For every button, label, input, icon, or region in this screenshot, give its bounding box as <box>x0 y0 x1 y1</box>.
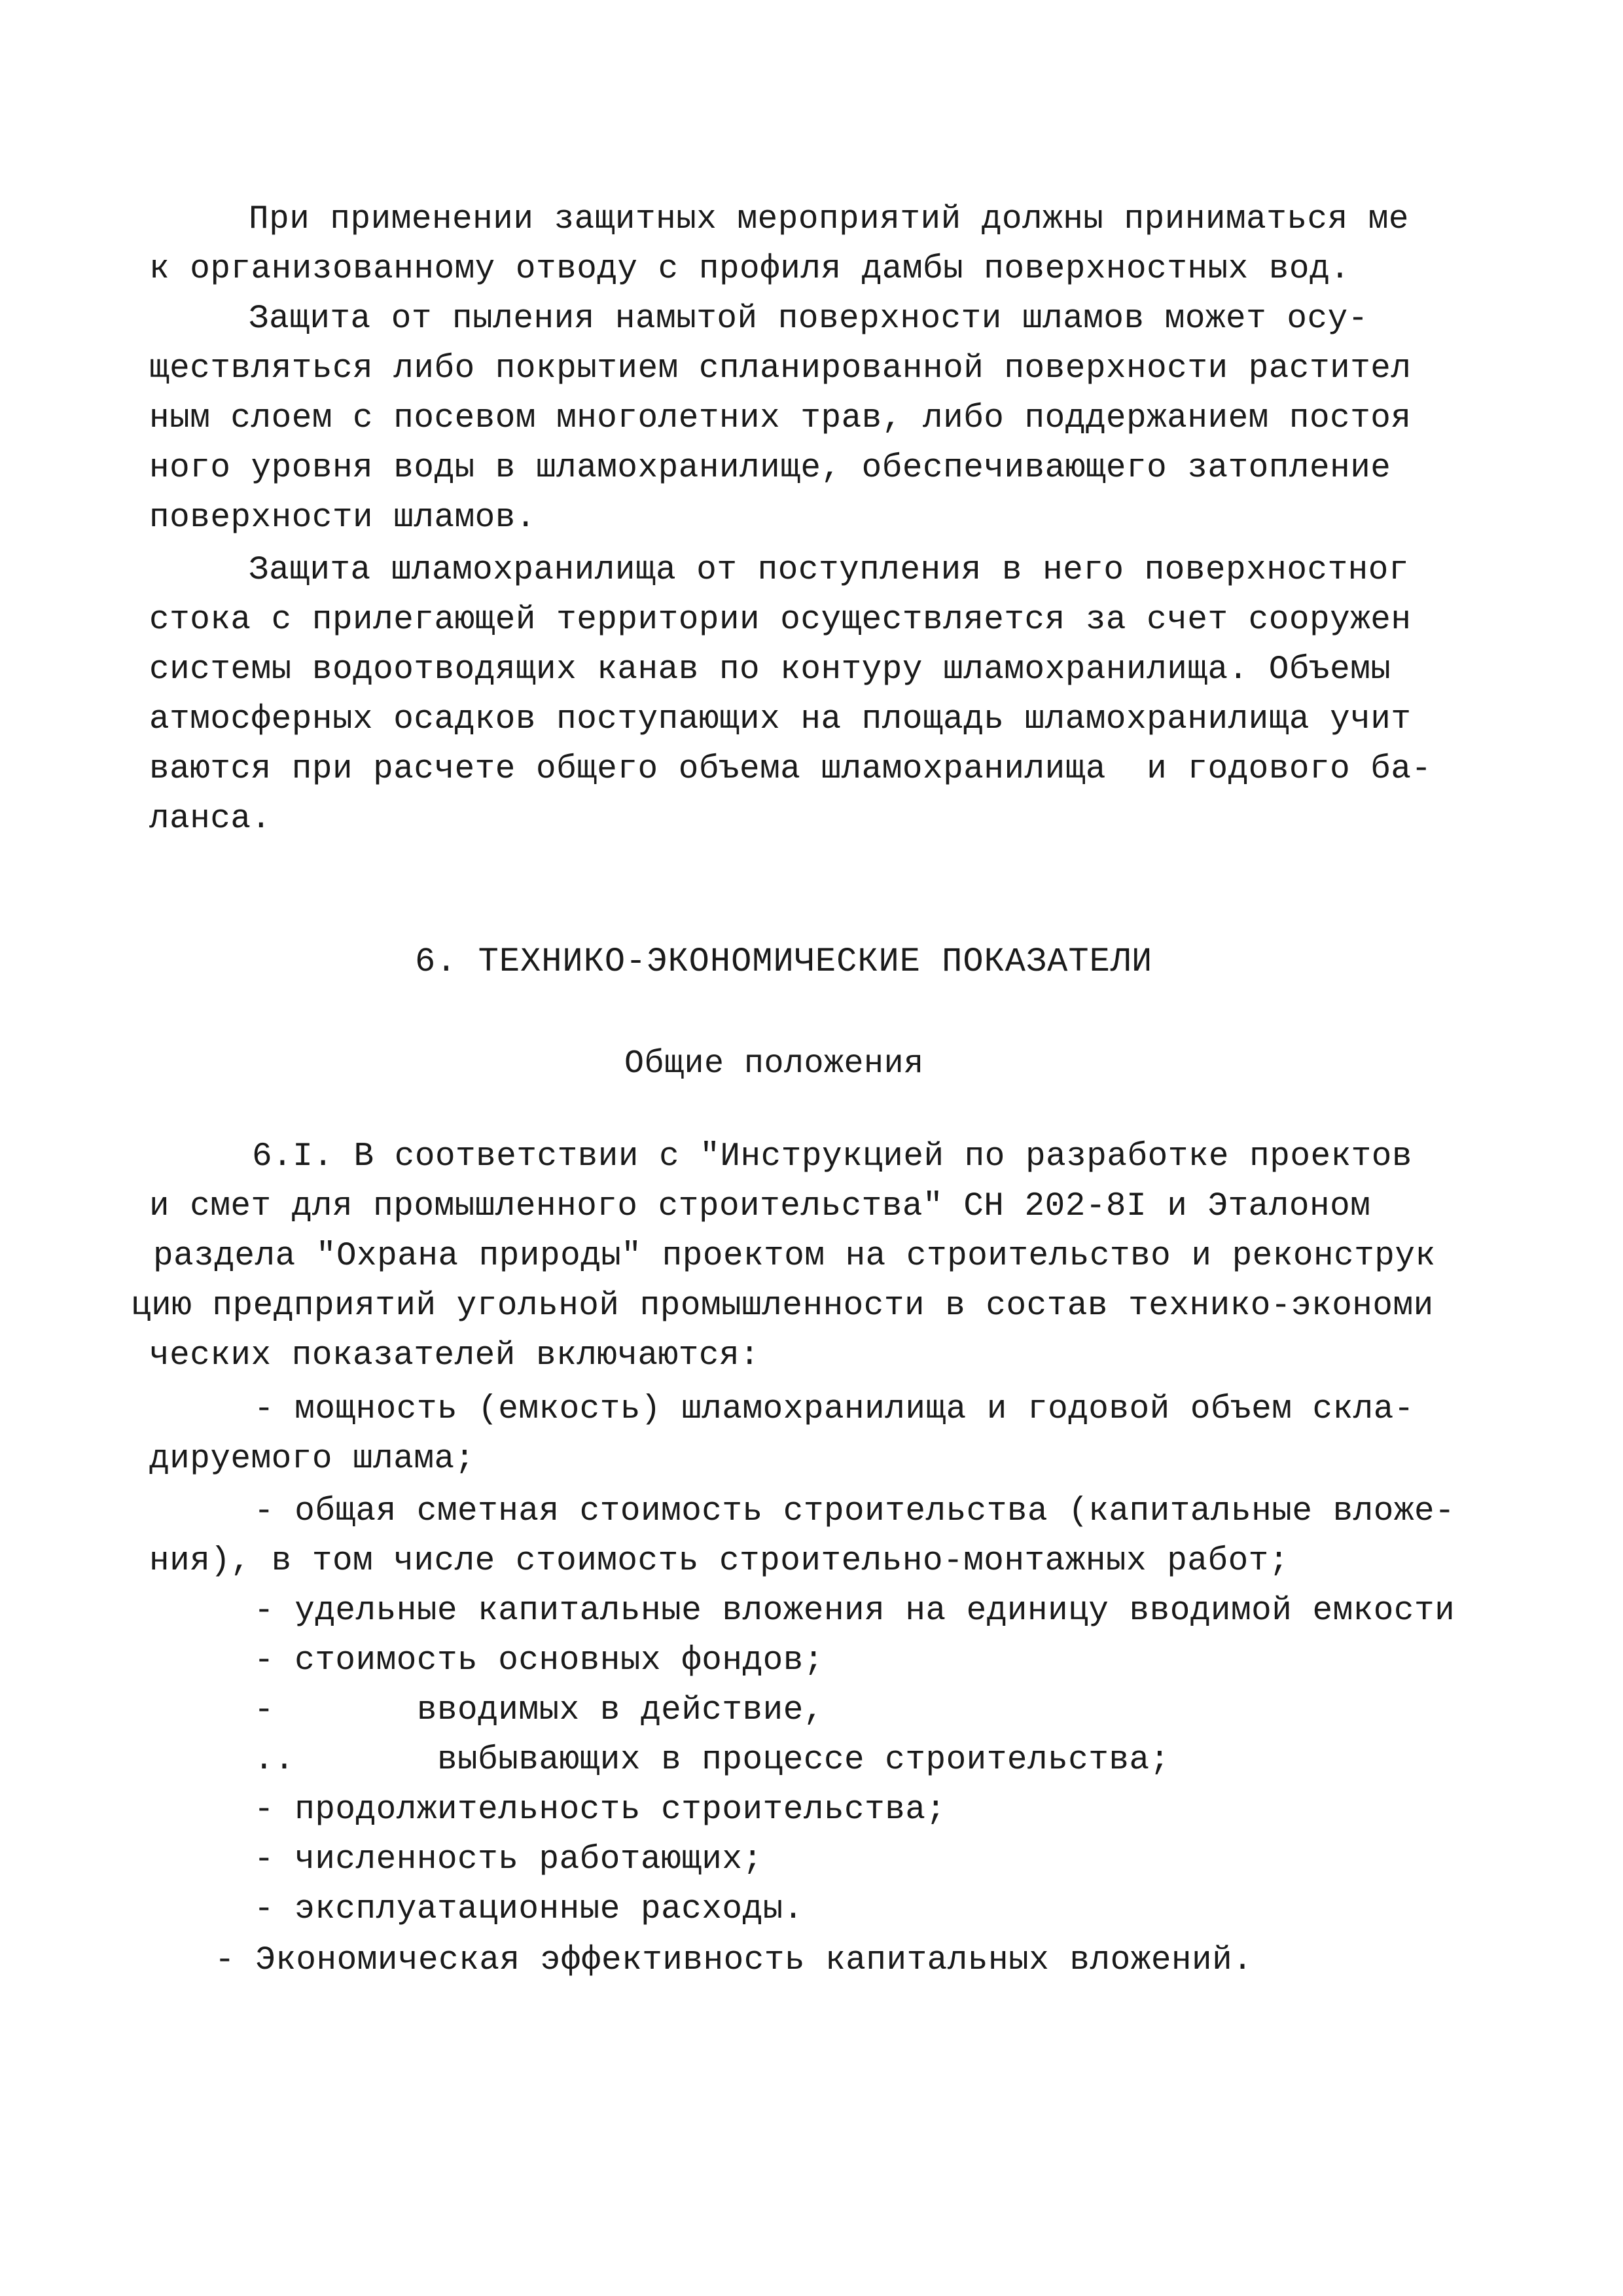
list-item: .. выбывающих в процессе строительства; <box>254 1742 1170 1779</box>
list-item: - вводимых в действие, <box>254 1692 824 1729</box>
paragraph-line: ланса. <box>149 800 272 838</box>
intro-line: 6.I. В соответствии с "Инструкцией по разработке проектов <box>252 1138 1412 1175</box>
list-item: - удельные капитальные вложения на единицу вводимой емкости <box>254 1592 1455 1630</box>
intro-line: раздела "Охрана природы" проектом на строительство и реконструк <box>153 1238 1436 1275</box>
list-item: дируемого шлама; <box>149 1441 475 1478</box>
list-item: - продолжительность строительства; <box>254 1791 946 1829</box>
list-item: ния), в том числе стоимость строительно-монтажных работ; <box>149 1543 1289 1580</box>
section-heading: 6. ТЕХНИКО-ЭКОНОМИЧЕСКИЕ ПОКАЗАТЕЛИ <box>415 942 1153 981</box>
paragraph-line: ного уровня воды в шламохранилище, обеспечивающего затопление <box>149 450 1391 487</box>
paragraph-line: Защита шламохранилища от поступления в него поверхностног <box>249 552 1409 589</box>
intro-line: цию предприятий угольной промышленности в состав технико-экономи <box>131 1287 1434 1325</box>
paragraph-line: системы водоотводящих канав по контуру шламохранилища. Объемы <box>149 651 1391 689</box>
list-item: - численность работающих; <box>254 1841 763 1878</box>
paragraph-line: Защита от пыления намытой поверхности шламов может осу- <box>249 300 1368 338</box>
list-item: - мощность (емкость) шламохранилища и годовой объем скла- <box>254 1391 1414 1428</box>
paragraph-line: При применении защитных мероприятий должны приниматься ме <box>249 201 1409 238</box>
paragraph-line: поверхности шламов. <box>149 499 536 537</box>
paragraph-line: ным слоем с посевом многолетних трав, либо поддержанием постоя <box>149 400 1412 437</box>
paragraph-line: ществляться либо покрытием спланированной поверхности растител <box>149 350 1412 387</box>
paragraph-line: стока с прилегающей территории осуществляется за счет сооружен <box>149 601 1412 639</box>
list-item: - эксплуатационные расходы. <box>254 1891 804 1928</box>
paragraph-line: атмосферных осадков поступающих на площадь шламохранилища учит <box>149 701 1412 738</box>
list-item: - Экономическая эффективность капитальных вложений. <box>215 1942 1253 1979</box>
list-item: - общая сметная стоимость строительства (капитальные вложе- <box>254 1493 1455 1530</box>
paragraph-line: ваются при расчете общего объема шламохранилища и годового ба- <box>149 751 1432 788</box>
paragraph-line: к организованному отводу с профиля дамбы поверхностных вод. <box>149 251 1351 288</box>
list-item: - стоимость основных фондов; <box>254 1642 824 1679</box>
section-subheading: Общие положения <box>624 1045 924 1083</box>
intro-line: и смет для промышленного строительства" СН 202-8I и Эталоном <box>149 1188 1371 1225</box>
intro-line: ческих показателей включаются: <box>149 1337 760 1374</box>
